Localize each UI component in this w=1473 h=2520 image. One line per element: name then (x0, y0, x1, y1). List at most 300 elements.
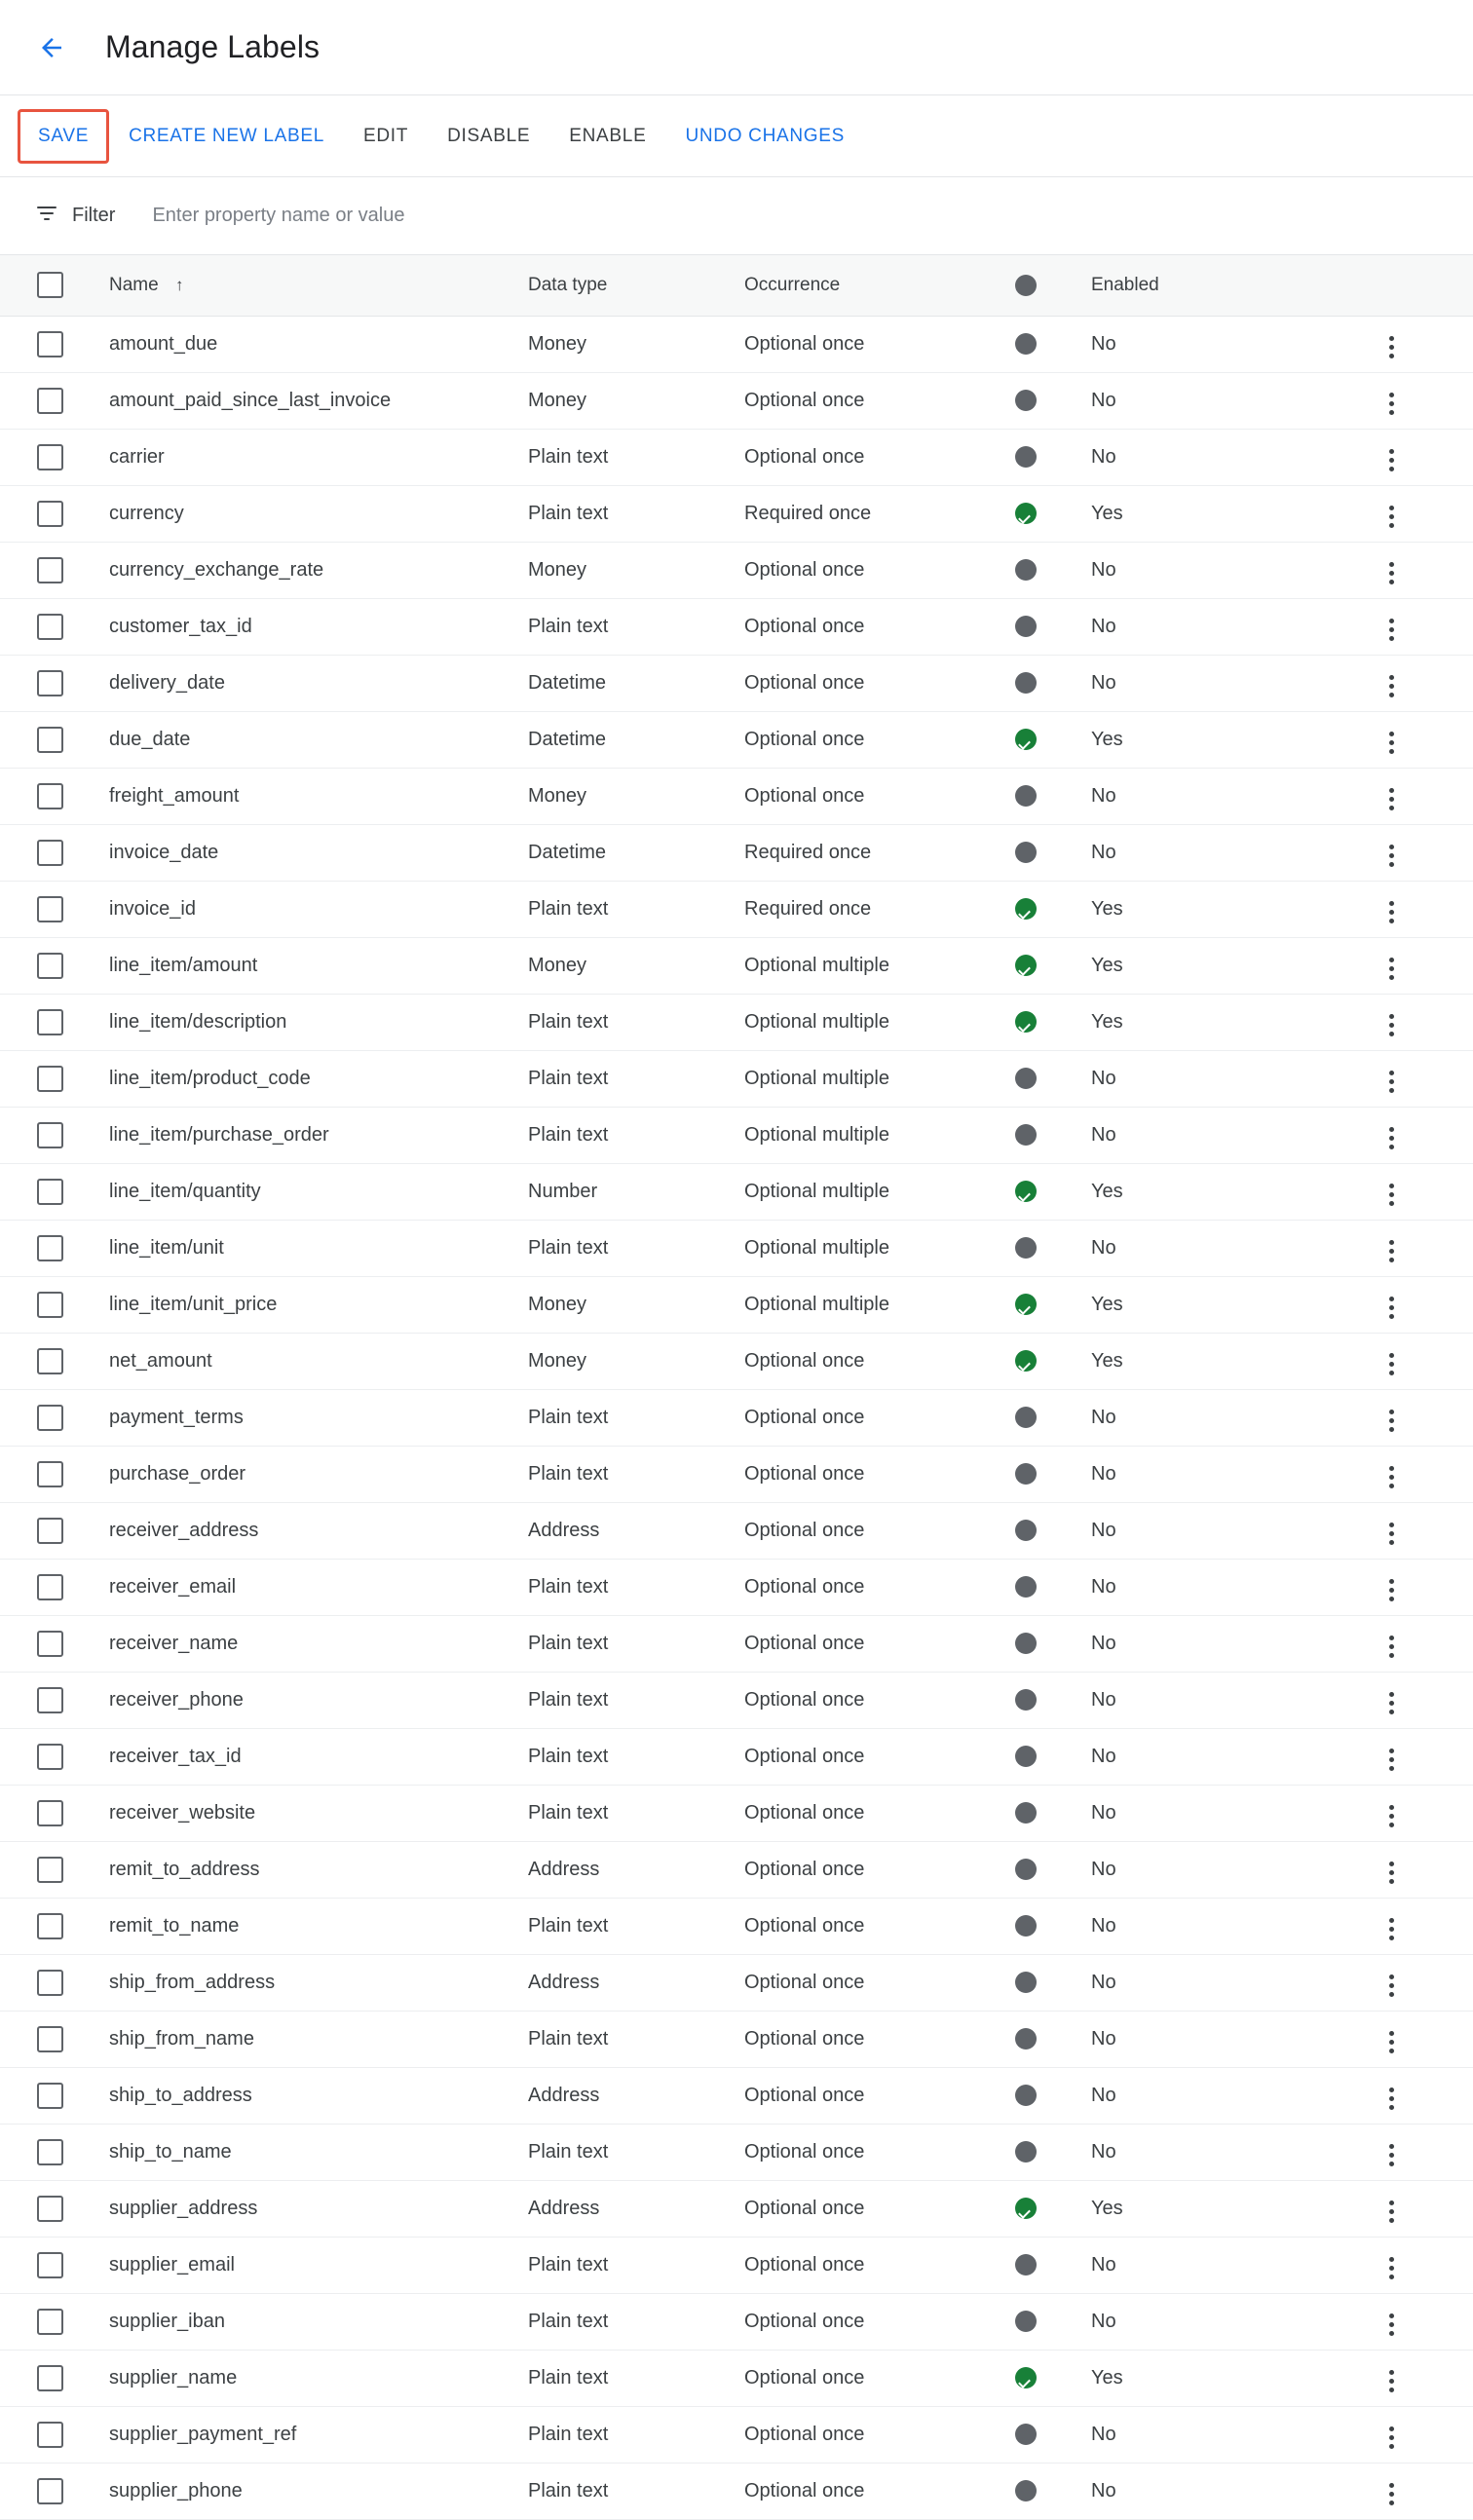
status-cell (1015, 429, 1091, 485)
page-title: Manage Labels (105, 29, 321, 64)
data-type-cell: Datetime (528, 711, 744, 768)
row-checkbox[interactable] (37, 2083, 63, 2109)
more-options-icon[interactable] (1374, 387, 1410, 421)
data-type-cell: Address (528, 1954, 744, 2011)
row-select-cell (0, 1785, 109, 1841)
data-type-cell: Plain text (528, 994, 744, 1050)
status-disabled-icon (1015, 446, 1037, 468)
row-actions-cell (1374, 1502, 1473, 1559)
status-cell (1015, 1333, 1091, 1389)
table-row[interactable] (0, 316, 1473, 372)
status-cell (1015, 1841, 1091, 1898)
edit-button[interactable]: EDIT (363, 125, 409, 146)
row-actions-cell (1374, 1841, 1473, 1898)
row-checkbox[interactable] (37, 840, 63, 866)
table-row[interactable] (0, 1502, 1473, 1559)
row-checkbox[interactable] (37, 331, 63, 357)
occurrence-cell: Optional multiple (744, 937, 1015, 994)
filter-input[interactable] (150, 204, 832, 228)
enabled-cell: No (1091, 655, 1374, 711)
occurrence-cell: Optional once (744, 1898, 1015, 1954)
label-name-cell: ship_from_address (109, 1954, 528, 2011)
status-cell (1015, 1672, 1091, 1728)
row-actions-cell (1374, 2124, 1473, 2180)
row-actions-cell (1374, 1276, 1473, 1333)
more-options-icon[interactable] (1374, 556, 1410, 590)
label-name-cell: receiver_tax_id (109, 1728, 528, 1785)
status-disabled-icon (1015, 1859, 1037, 1880)
table-row[interactable] (0, 711, 1473, 768)
data-type-cell: Money (528, 372, 744, 429)
status-cell (1015, 1107, 1091, 1163)
enabled-cell: Yes (1091, 937, 1374, 994)
enabled-cell: No (1091, 429, 1374, 485)
row-checkbox[interactable] (37, 2139, 63, 2165)
more-options-icon[interactable] (1374, 2195, 1410, 2229)
row-select-cell (0, 1615, 109, 1672)
table-row[interactable] (0, 1163, 1473, 1220)
row-checkbox[interactable] (37, 2026, 63, 2052)
table-row[interactable] (0, 1559, 1473, 1615)
row-select-cell (0, 2293, 109, 2350)
data-type-cell: Plain text (528, 2293, 744, 2350)
more-options-icon[interactable] (1374, 2364, 1410, 2398)
status-disabled-icon (1015, 1520, 1037, 1541)
more-options-icon[interactable] (1374, 2477, 1410, 2511)
enabled-cell: No (1091, 1672, 1374, 1728)
status-disabled-icon (1015, 2141, 1037, 2163)
table-row[interactable] (0, 2350, 1473, 2406)
status-cell (1015, 1785, 1091, 1841)
label-name-cell: remit_to_name (109, 1898, 528, 1954)
status-cell (1015, 485, 1091, 542)
more-options-icon[interactable] (1374, 1347, 1410, 1381)
row-actions-cell (1374, 316, 1473, 372)
status-cell (1015, 2067, 1091, 2124)
more-options-icon[interactable] (1374, 613, 1410, 647)
status-cell (1015, 2237, 1091, 2293)
more-options-icon[interactable] (1374, 2308, 1410, 2342)
table-row[interactable] (0, 372, 1473, 429)
label-name-cell: net_amount (109, 1333, 528, 1389)
more-options-icon[interactable] (1374, 1969, 1410, 2003)
occurrence-cell: Optional once (744, 542, 1015, 598)
table-row[interactable] (0, 881, 1473, 937)
row-checkbox[interactable] (37, 1179, 63, 1205)
more-options-icon[interactable] (1374, 2251, 1410, 2285)
status-cell (1015, 372, 1091, 429)
row-checkbox[interactable] (37, 1348, 63, 1374)
row-select-cell (0, 1559, 109, 1615)
label-name-cell: invoice_id (109, 881, 528, 937)
data-type-cell: Address (528, 1502, 744, 1559)
more-options-icon[interactable] (1374, 782, 1410, 816)
data-type-cell: Plain text (528, 1615, 744, 1672)
more-options-icon[interactable] (1374, 1630, 1410, 1664)
row-checkbox[interactable] (37, 1574, 63, 1600)
enabled-cell: No (1091, 2293, 1374, 2350)
more-options-icon[interactable] (1374, 1178, 1410, 1212)
enabled-cell: No (1091, 1954, 1374, 2011)
enable-button[interactable]: ENABLE (569, 125, 647, 146)
status-disabled-icon (1015, 672, 1037, 694)
row-actions-cell (1374, 2406, 1473, 2463)
table-row[interactable] (0, 2237, 1473, 2293)
undo-changes-button[interactable]: UNDO CHANGES (685, 125, 846, 146)
row-select-cell (0, 2350, 109, 2406)
more-options-icon[interactable] (1374, 1573, 1410, 1607)
enabled-cell: No (1091, 2011, 1374, 2067)
label-name-cell: receiver_address (109, 1502, 528, 1559)
row-checkbox[interactable] (37, 444, 63, 470)
more-options-icon[interactable] (1374, 2138, 1410, 2172)
more-options-icon[interactable] (1374, 1234, 1410, 1268)
column-header-name[interactable] (109, 255, 528, 316)
table-row[interactable] (0, 1220, 1473, 1276)
occurrence-cell: Optional once (744, 2237, 1015, 2293)
column-header-data-type[interactable]: Data type (528, 255, 744, 316)
row-checkbox[interactable] (37, 388, 63, 414)
table-row[interactable] (0, 598, 1473, 655)
row-select-cell (0, 994, 109, 1050)
enabled-cell: No (1091, 1502, 1374, 1559)
row-actions-cell (1374, 1954, 1473, 2011)
column-header-enabled[interactable]: Enabled (1091, 255, 1374, 316)
more-options-icon[interactable] (1374, 669, 1410, 703)
row-checkbox[interactable] (37, 783, 63, 809)
more-options-icon[interactable] (1374, 1856, 1410, 1890)
table-row[interactable] (0, 2067, 1473, 2124)
occurrence-cell: Optional once (744, 2011, 1015, 2067)
row-select-cell (0, 1446, 109, 1502)
occurrence-cell: Optional once (744, 598, 1015, 655)
status-disabled-icon (1015, 2480, 1037, 2501)
row-select-cell (0, 1728, 109, 1785)
table-row[interactable] (0, 2293, 1473, 2350)
label-name-cell: supplier_phone (109, 2463, 528, 2519)
more-options-icon[interactable] (1374, 1065, 1410, 1099)
status-disabled-icon (1015, 1463, 1037, 1485)
data-type-cell: Address (528, 1841, 744, 1898)
more-options-icon[interactable] (1374, 2082, 1410, 2116)
row-checkbox[interactable] (37, 1235, 63, 1261)
status-enabled-icon (1015, 2198, 1037, 2219)
row-select-cell (0, 2067, 109, 2124)
table-row[interactable] (0, 542, 1473, 598)
status-enabled-icon (1015, 1350, 1037, 1372)
status-cell (1015, 2293, 1091, 2350)
row-checkbox[interactable] (37, 1009, 63, 1035)
table-row[interactable] (0, 2406, 1473, 2463)
table-row[interactable] (0, 655, 1473, 711)
row-checkbox[interactable] (37, 1687, 63, 1713)
more-options-icon[interactable] (1374, 895, 1410, 929)
row-actions-cell (1374, 824, 1473, 881)
label-name-cell: line_item/purchase_order (109, 1107, 528, 1163)
row-select-cell (0, 1220, 109, 1276)
data-type-cell: Plain text (528, 1785, 744, 1841)
row-checkbox[interactable] (37, 501, 63, 527)
select-all-checkbox[interactable] (37, 272, 63, 298)
table-row[interactable] (0, 1389, 1473, 1446)
status-enabled-icon (1015, 2367, 1037, 2388)
table-row[interactable] (0, 1954, 1473, 2011)
more-options-icon[interactable] (1374, 1686, 1410, 1720)
row-actions-cell (1374, 1559, 1473, 1615)
occurrence-cell: Optional once (744, 1672, 1015, 1728)
status-cell (1015, 2406, 1091, 2463)
label-name-cell: receiver_phone (109, 1672, 528, 1728)
row-checkbox[interactable] (37, 614, 63, 640)
more-options-icon[interactable] (1374, 1517, 1410, 1551)
enabled-cell: Yes (1091, 2180, 1374, 2237)
arrow-back-icon[interactable] (29, 25, 74, 70)
action-toolbar (0, 95, 1473, 177)
status-cell (1015, 2011, 1091, 2067)
status-enabled-icon (1015, 503, 1037, 524)
disable-button[interactable]: DISABLE (447, 125, 531, 146)
enabled-cell: Yes (1091, 881, 1374, 937)
more-options-icon[interactable] (1374, 1404, 1410, 1438)
label-name-cell: ship_to_name (109, 2124, 528, 2180)
row-checkbox[interactable] (37, 2309, 63, 2335)
table-row[interactable] (0, 1841, 1473, 1898)
enabled-cell: No (1091, 316, 1374, 372)
more-options-icon[interactable] (1374, 1743, 1410, 1777)
row-checkbox[interactable] (37, 1461, 63, 1487)
column-header-occurrence[interactable]: Occurrence (744, 255, 1015, 316)
more-options-icon[interactable] (1374, 1121, 1410, 1155)
table-row[interactable] (0, 1672, 1473, 1728)
top-app-bar (0, 0, 1473, 95)
enabled-cell: No (1091, 1446, 1374, 1502)
status-disabled-icon (1015, 785, 1037, 807)
row-checkbox[interactable] (37, 727, 63, 753)
label-name-cell: currency_exchange_rate (109, 542, 528, 598)
row-actions-cell (1374, 598, 1473, 655)
table-row[interactable] (0, 1615, 1473, 1672)
row-checkbox[interactable] (37, 1631, 63, 1657)
status-enabled-icon (1015, 1294, 1037, 1315)
row-select-cell (0, 1389, 109, 1446)
row-actions-cell (1374, 1898, 1473, 1954)
enabled-cell: No (1091, 1220, 1374, 1276)
data-type-cell: Address (528, 2067, 744, 2124)
row-checkbox[interactable] (37, 1066, 63, 1092)
status-disabled-icon (1015, 842, 1037, 863)
label-name-cell: customer_tax_id (109, 598, 528, 655)
status-disabled-icon (1015, 559, 1037, 581)
row-actions-cell (1374, 1389, 1473, 1446)
table-row[interactable] (0, 1276, 1473, 1333)
status-cell (1015, 937, 1091, 994)
row-checkbox[interactable] (37, 1744, 63, 1770)
row-checkbox[interactable] (37, 2196, 63, 2222)
status-disabled-icon (1015, 2085, 1037, 2106)
more-options-icon[interactable] (1374, 443, 1410, 477)
more-options-icon[interactable] (1374, 500, 1410, 534)
enabled-cell: Yes (1091, 1163, 1374, 1220)
data-type-cell: Plain text (528, 1672, 744, 1728)
status-disabled-icon (1015, 1972, 1037, 1993)
status-disabled-icon (1015, 1068, 1037, 1089)
enabled-cell: Yes (1091, 1276, 1374, 1333)
occurrence-cell: Optional multiple (744, 1220, 1015, 1276)
row-checkbox[interactable] (37, 896, 63, 922)
status-disabled-icon (1015, 2254, 1037, 2276)
row-select-cell (0, 542, 109, 598)
status-disabled-icon (1015, 333, 1037, 355)
more-options-icon[interactable] (1374, 952, 1410, 986)
row-checkbox[interactable] (37, 2478, 63, 2504)
status-disabled-icon (1015, 616, 1037, 637)
row-checkbox[interactable] (37, 2365, 63, 2391)
occurrence-cell: Required once (744, 824, 1015, 881)
data-type-cell: Plain text (528, 1898, 744, 1954)
occurrence-cell: Optional once (744, 768, 1015, 824)
row-checkbox[interactable] (37, 2422, 63, 2448)
row-actions-cell (1374, 2067, 1473, 2124)
label-name-cell: amount_due (109, 316, 528, 372)
table-row[interactable] (0, 1050, 1473, 1107)
label-name-cell: due_date (109, 711, 528, 768)
row-checkbox[interactable] (37, 557, 63, 583)
row-checkbox[interactable] (37, 1857, 63, 1883)
row-select-cell (0, 2406, 109, 2463)
row-checkbox[interactable] (37, 1292, 63, 1318)
table-row[interactable] (0, 2011, 1473, 2067)
row-actions-cell (1374, 1333, 1473, 1389)
table-row[interactable] (0, 937, 1473, 994)
row-checkbox[interactable] (37, 1518, 63, 1544)
row-checkbox[interactable] (37, 1800, 63, 1826)
table-row[interactable] (0, 2124, 1473, 2180)
more-options-icon[interactable] (1374, 330, 1410, 364)
row-actions-cell (1374, 1220, 1473, 1276)
occurrence-cell: Optional once (744, 2350, 1015, 2406)
data-type-cell: Plain text (528, 2237, 744, 2293)
label-name-cell: supplier_address (109, 2180, 528, 2237)
row-actions-cell (1374, 429, 1473, 485)
status-cell (1015, 598, 1091, 655)
row-checkbox[interactable] (37, 1970, 63, 1996)
row-actions-cell (1374, 768, 1473, 824)
table-row[interactable] (0, 1728, 1473, 1785)
enabled-cell: Yes (1091, 1333, 1374, 1389)
table-row[interactable] (0, 768, 1473, 824)
more-options-icon[interactable] (1374, 2025, 1410, 2059)
label-name-cell: amount_paid_since_last_invoice (109, 372, 528, 429)
data-type-cell: Money (528, 316, 744, 372)
table-row[interactable] (0, 2463, 1473, 2519)
row-checkbox[interactable] (37, 953, 63, 979)
more-options-icon[interactable] (1374, 1912, 1410, 1946)
save-button[interactable]: SAVE (18, 109, 109, 164)
status-enabled-icon (1015, 898, 1037, 920)
table-row[interactable] (0, 2180, 1473, 2237)
row-checkbox[interactable] (37, 1405, 63, 1431)
row-checkbox[interactable] (37, 1913, 63, 1939)
row-actions-cell (1374, 2293, 1473, 2350)
occurrence-cell: Optional once (744, 2067, 1015, 2124)
table-row[interactable] (0, 824, 1473, 881)
occurrence-cell: Optional once (744, 711, 1015, 768)
row-select-cell (0, 768, 109, 824)
occurrence-cell: Optional once (744, 429, 1015, 485)
more-options-icon[interactable] (1374, 1008, 1410, 1042)
table-row[interactable] (0, 1785, 1473, 1841)
filter-bar (0, 177, 1473, 255)
data-type-cell: Plain text (528, 2350, 744, 2406)
enabled-cell: Yes (1091, 485, 1374, 542)
row-checkbox[interactable] (37, 1122, 63, 1148)
enabled-cell: No (1091, 1615, 1374, 1672)
more-options-icon[interactable] (1374, 839, 1410, 873)
data-type-cell: Plain text (528, 429, 744, 485)
table-row[interactable] (0, 485, 1473, 542)
data-type-cell: Money (528, 542, 744, 598)
row-select-cell (0, 1050, 109, 1107)
enabled-cell: Yes (1091, 994, 1374, 1050)
table-row[interactable] (0, 1107, 1473, 1163)
occurrence-cell: Optional once (744, 2406, 1015, 2463)
more-options-icon[interactable] (1374, 726, 1410, 760)
table-row[interactable] (0, 1333, 1473, 1389)
row-select-cell (0, 372, 109, 429)
row-checkbox[interactable] (37, 2252, 63, 2278)
label-name-cell: currency (109, 485, 528, 542)
table-row[interactable] (0, 1446, 1473, 1502)
occurrence-cell: Optional once (744, 372, 1015, 429)
enabled-cell: No (1091, 1785, 1374, 1841)
label-name-cell: supplier_iban (109, 2293, 528, 2350)
status-cell (1015, 1502, 1091, 1559)
data-type-cell: Plain text (528, 1107, 744, 1163)
status-disabled-icon (1015, 2424, 1037, 2445)
more-options-icon[interactable] (1374, 2421, 1410, 2455)
label-name-cell: supplier_name (109, 2350, 528, 2406)
row-select-cell (0, 824, 109, 881)
label-name-cell: line_item/amount (109, 937, 528, 994)
row-select-cell (0, 937, 109, 994)
status-cell (1015, 768, 1091, 824)
status-cell (1015, 711, 1091, 768)
row-actions-cell (1374, 1785, 1473, 1841)
data-type-cell: Plain text (528, 2406, 744, 2463)
row-checkbox[interactable] (37, 670, 63, 696)
data-type-cell: Number (528, 1163, 744, 1220)
table-row[interactable] (0, 1898, 1473, 1954)
status-cell (1015, 1220, 1091, 1276)
more-options-icon[interactable] (1374, 1799, 1410, 1833)
occurrence-cell: Optional once (744, 1728, 1015, 1785)
table-row[interactable] (0, 429, 1473, 485)
row-select-cell (0, 598, 109, 655)
occurrence-cell: Optional once (744, 1559, 1015, 1615)
more-options-icon[interactable] (1374, 1291, 1410, 1325)
more-options-icon[interactable] (1374, 1460, 1410, 1494)
row-select-cell (0, 2180, 109, 2237)
data-type-cell: Plain text (528, 1389, 744, 1446)
enabled-cell: Yes (1091, 711, 1374, 768)
enabled-cell: No (1091, 1050, 1374, 1107)
data-type-cell: Plain text (528, 2124, 744, 2180)
row-actions-cell (1374, 2350, 1473, 2406)
label-name-cell: purchase_order (109, 1446, 528, 1502)
data-type-cell: Money (528, 1276, 744, 1333)
create-new-label-button[interactable]: CREATE NEW LABEL (129, 125, 324, 146)
table-row[interactable] (0, 994, 1473, 1050)
